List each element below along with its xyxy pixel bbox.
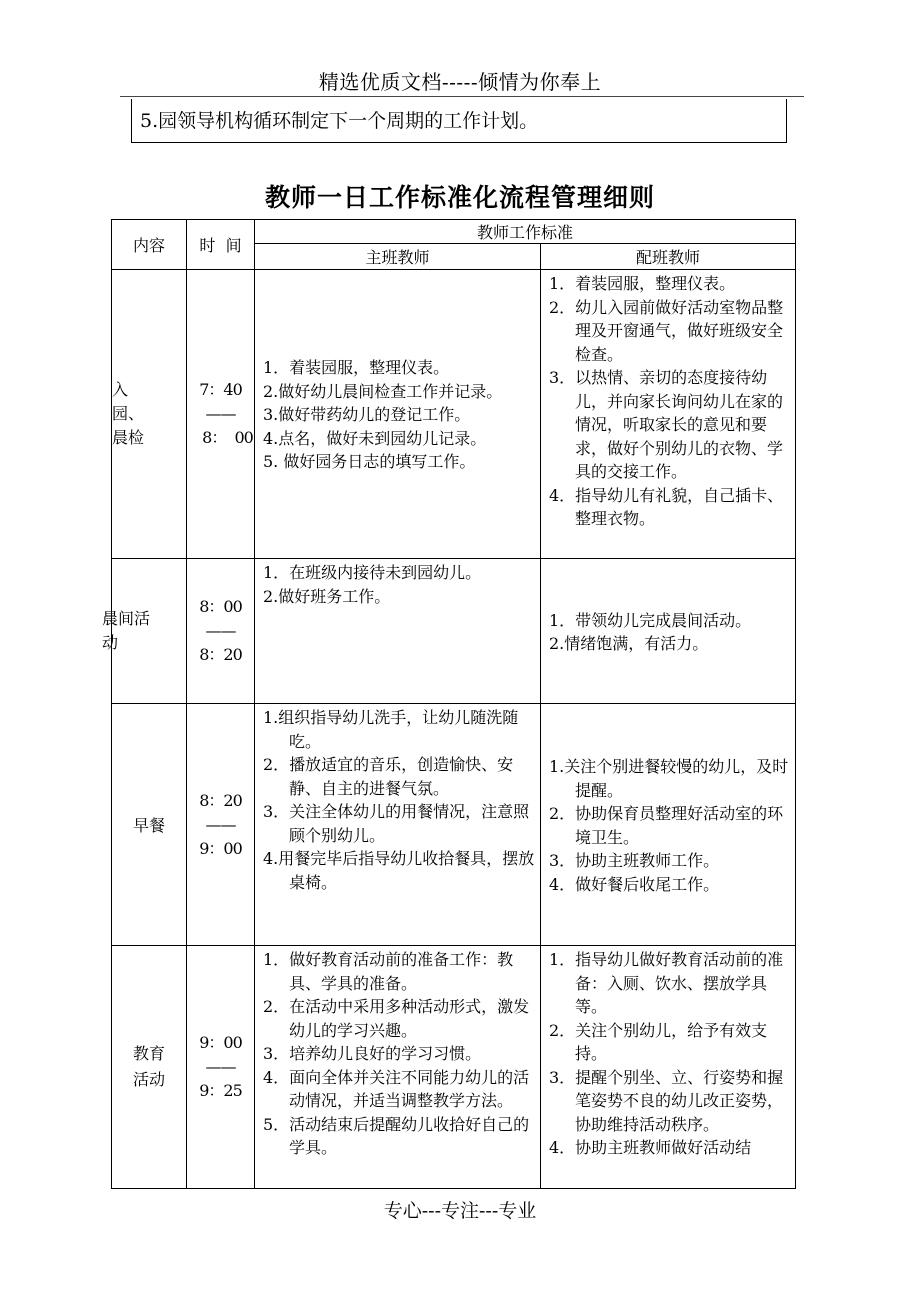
time-start: 8：20 <box>199 790 242 810</box>
time-start: 9：00 <box>199 1033 242 1052</box>
lead-teacher-list <box>263 948 536 1160</box>
standard-item: 2.情绪饱满，有活力。 <box>549 634 709 653</box>
lead-teacher-list <box>263 561 536 608</box>
standard-item: 1．着装园服，整理仪表。 <box>263 358 450 378</box>
header-standard: 教师工作标准 <box>255 220 796 244</box>
assistant-teacher-cell <box>541 270 796 559</box>
row-content-label: 教育活动 <box>132 1044 165 1089</box>
lead-teacher-list <box>263 356 536 474</box>
standard-item: 4．做好餐后收尾工作。 <box>549 874 720 894</box>
previous-section-item: 5.园领导机构循环制定下一个周期的工作计划。 <box>131 99 787 143</box>
standard-item: 1．带领幼儿完成晨间活动。 <box>549 610 752 630</box>
row-content <box>112 704 187 946</box>
assistant-teacher-cell <box>541 559 796 704</box>
time-end: 8：20 <box>199 645 242 664</box>
assistant-teacher-list <box>549 948 791 1160</box>
standard-item: 1．着装园服，整理仪表。 <box>549 274 736 293</box>
standard-item: 2．协助保育员整理好活动室的环境卫生。 <box>549 804 784 847</box>
lead-teacher-list <box>263 706 536 894</box>
standard-item: 4．指导幼儿有礼貌，自己插卡、整理衣物。 <box>549 485 784 528</box>
lead-teacher-cell <box>255 270 541 559</box>
standard-item: 1．指导幼儿做好教育活动前的准备：入厕、饮水、摆放学具等。 <box>549 950 784 1016</box>
workflow-table <box>102 219 796 1189</box>
standard-item: 3.做好带药幼儿的登记工作。 <box>263 405 471 425</box>
time-end: 8： 00 <box>202 428 253 447</box>
page-header: 精选优质文档-----倾情为你奉上 <box>318 70 602 94</box>
time-start: 7：40 <box>199 380 242 399</box>
standard-item: 3．协助主班教师工作。 <box>549 851 720 870</box>
header-assistant-teacher: 配班教师 <box>541 244 796 270</box>
time-start: 8：00 <box>199 597 242 616</box>
row-content-label: 早餐 <box>132 816 165 835</box>
row-content <box>102 559 187 704</box>
standard-item: 1.组织指导幼儿洗手，让幼儿随洗随吃。 <box>263 708 519 751</box>
header-lead-teacher: 主班教师 <box>255 244 541 270</box>
standard-item: 5. 做好园务日志的填写工作。 <box>263 452 476 472</box>
standard-item: 5．活动结束后提醒幼儿收拾好自己的学具。 <box>263 1114 530 1157</box>
time-end: 9：00 <box>199 838 242 858</box>
header-content: 内容 <box>112 220 187 270</box>
standard-item: 2.做好班务工作。 <box>263 586 391 606</box>
row-content-label: 入 园、晨检 <box>112 380 145 447</box>
standard-item: 4．协助主班教师做好活动结 <box>549 1138 752 1157</box>
standard-item: 1.关注个别进餐较慢的幼儿，及时提醒。 <box>549 757 789 800</box>
page-footer: 专心---专注---专业 <box>383 1200 537 1222</box>
lead-teacher-cell <box>255 559 541 704</box>
time-end: 9：25 <box>199 1081 242 1100</box>
assistant-teacher-list <box>549 755 791 896</box>
header-time: 时 间 <box>187 220 255 270</box>
row-time <box>187 704 255 946</box>
time-separator: —— <box>205 621 236 640</box>
assistant-teacher-cell <box>541 946 796 1189</box>
standard-item: 2.做好幼儿晨间检查工作并记录。 <box>263 381 503 401</box>
row-time <box>187 559 255 704</box>
row-content <box>112 270 187 559</box>
table-row <box>112 704 796 946</box>
standard-item: 2．播放适宜的音乐，创造愉快、安静、自主的进餐气氛。 <box>263 755 514 798</box>
standard-item: 2．关注个别幼儿，给予有效支持。 <box>549 1020 768 1063</box>
standard-item: 1．在班级内接待未到园幼儿。 <box>263 563 482 582</box>
assistant-teacher-list <box>549 272 791 531</box>
row-content <box>112 946 187 1189</box>
assistant-teacher-cell <box>541 704 796 946</box>
standard-item: 4.点名，做好未到园幼儿记录。 <box>263 428 487 448</box>
lead-teacher-cell <box>255 946 541 1189</box>
standard-item: 3．关注全体幼儿的用餐情况，注意照顾个别幼儿。 <box>263 802 530 845</box>
standard-item: 2．幼儿入园前做好活动室物品整理及开窗通气，做好班级安全检查。 <box>549 297 784 364</box>
lead-teacher-cell <box>255 704 541 946</box>
table-row <box>112 946 796 1189</box>
row-content-label: 晨间活动 <box>102 609 151 652</box>
standard-item: 3．培养幼儿良好的学习习惯。 <box>263 1044 482 1063</box>
standard-item: 4．面向全体并关注不同能力幼儿的活动情况，并适当调整教学方法。 <box>263 1067 530 1110</box>
time-separator: —— <box>205 814 236 834</box>
row-time <box>187 270 255 559</box>
assistant-teacher-list <box>549 609 791 656</box>
standard-item: 3．以热情、亲切的态度接待幼儿，并向家长询问幼儿在家的情况，听取家长的意见和要求，做好个别幼儿的衣物、学具的交接工作。 <box>549 368 784 481</box>
table-row <box>112 559 796 704</box>
table-row <box>112 270 796 559</box>
time-separator: —— <box>205 404 236 423</box>
standard-item: 3．提醒个别坐、立、行姿势和握笔姿势不良的幼儿改正姿势，协助维持活动秩序。 <box>549 1067 784 1134</box>
time-separator: —— <box>205 1057 236 1076</box>
standard-item: 4.用餐完毕后指导幼儿收拾餐具，摆放桌椅。 <box>263 849 535 892</box>
document-title: 教师一日工作标准化流程管理细则 <box>264 183 655 212</box>
header-rule <box>120 96 804 97</box>
row-time <box>187 946 255 1189</box>
standard-item: 2．在活动中采用多种活动形式，激发幼儿的学习兴趣。 <box>263 997 530 1040</box>
standard-item: 1．做好教育活动前的准备工作：教具、学具的准备。 <box>263 950 514 993</box>
